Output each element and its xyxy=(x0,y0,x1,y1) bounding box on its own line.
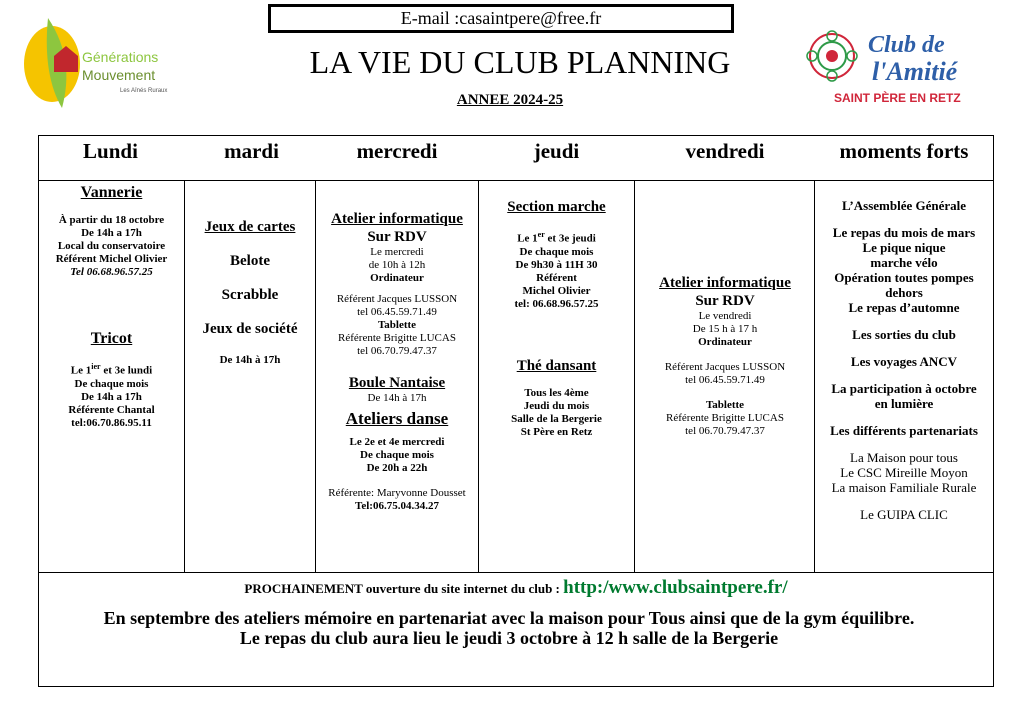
col-header-mardi: mardi xyxy=(224,139,279,163)
text-line: Scrabble xyxy=(221,287,279,303)
text-line: Opération toutes pompes xyxy=(834,270,974,285)
activity-title-the-dansant: Thé dansant xyxy=(516,357,597,374)
text-line: Michel Olivier xyxy=(522,284,591,297)
logo-club-line2: l'Amitié xyxy=(872,57,958,86)
logo-club-line1: Club de xyxy=(868,32,945,58)
text-line: Tablette xyxy=(377,319,417,331)
text-line: Référente Brigitte LUCAS xyxy=(338,332,456,344)
text-line: La maison Familiale Rurale xyxy=(831,480,977,495)
text-line: De chaque mois xyxy=(519,245,594,258)
footer-line: En septembre des ateliers mémoire en partenariat avec la maison pour Tous ainsi que de la gym équilibre. xyxy=(103,608,915,628)
text-line: Jeux de société xyxy=(202,321,298,337)
text-line: De 9h30 à 11H 30 xyxy=(515,258,598,271)
text-line: Le 1er et 3e jeudi xyxy=(517,230,596,245)
col-header-lundi: Lundi xyxy=(83,139,138,163)
text-line: Référent Jacques LUSSON xyxy=(336,293,458,305)
activity-title-atelier-info-vendredi: Atelier informatique xyxy=(659,275,791,291)
logo-club-line3: SAINT PÈRE EN RETZ xyxy=(834,91,961,105)
text-line: Le CSC Mireille Moyon xyxy=(840,465,968,480)
cell-vendredi xyxy=(635,274,815,438)
cell-mercredi xyxy=(316,210,478,513)
activity-title-boule: Boule Nantaise xyxy=(348,375,446,391)
text-line: Le $1^{ier}$ et 3e lundi xyxy=(70,362,153,377)
text-line: St Père en Retz xyxy=(520,425,593,438)
text-line: Référente: Maryvonne Dousset xyxy=(328,487,466,499)
col-header-mercredi: mercredi xyxy=(356,139,438,163)
club-website-link[interactable]: http:/www.clubsaintpere.fr/ xyxy=(563,577,788,598)
text-line: Belote xyxy=(230,253,270,269)
text-line: Le mercredi xyxy=(370,246,424,258)
text-line: Tel:06.75.04.34.27 xyxy=(355,500,439,512)
text-line: dehors xyxy=(885,285,923,300)
club-amitie-logo xyxy=(800,22,1000,112)
text-line: tel 06.45.59.71.49 xyxy=(685,374,765,386)
footer-soon-text: PROCHAINEMENT ouverture du site internet du club : xyxy=(244,581,564,596)
logo-text-line2: Mouvement xyxy=(82,67,156,83)
logo-text-line1: Générations xyxy=(82,49,159,65)
text-line: De chaque mois xyxy=(360,449,434,461)
footer-notes xyxy=(79,608,939,648)
text-line: Ordinateur xyxy=(370,272,424,284)
text-line: De 14h à 17h xyxy=(367,392,427,404)
text-line: Sur RDV xyxy=(367,229,427,245)
text-line: tel 06.70.79.47.37 xyxy=(357,345,437,357)
text-line: Le repas d’automne xyxy=(848,300,960,315)
text-line: L’Assemblée Générale xyxy=(841,198,967,213)
activity-title-vannerie: Vannerie xyxy=(80,184,143,201)
text-line: Référent Jacques LUSSON xyxy=(664,361,786,373)
text-line: La Maison pour tous xyxy=(850,450,958,465)
footer-divider xyxy=(39,572,993,573)
page-subtitle: ANNEE 2024-25 xyxy=(456,92,564,108)
header-divider xyxy=(39,180,993,181)
email-box: E-mail :casaintpere@free.fr xyxy=(268,4,734,33)
activity-title-atelier-info: Atelier informatique xyxy=(331,211,463,227)
text-line: Le 2e et 4e mercredi xyxy=(349,436,445,448)
text-line: De 14h à 17h xyxy=(219,354,281,366)
text-line: Référent xyxy=(536,271,577,284)
text-line: Jeudi du mois xyxy=(523,399,590,412)
text-line: Local du conservatoire xyxy=(57,240,166,252)
cell-moments-forts xyxy=(815,198,993,522)
cell-jeudi xyxy=(479,198,634,439)
text-line: Référent Michel Olivier xyxy=(55,253,168,265)
activity-title-marche: Section marche xyxy=(507,199,606,215)
cell-lundi xyxy=(39,183,184,430)
text-line: De 14h a 17h xyxy=(81,390,142,403)
text-line: À partir du 18 octobre xyxy=(58,214,165,226)
text-line: Tablette xyxy=(705,399,745,411)
page-title: LA VIE DU CLUB PLANNING xyxy=(309,44,731,80)
text-line: Tel 06.68.96.57.25 xyxy=(70,266,153,278)
cell-mardi xyxy=(185,218,315,367)
text-line: en lumière xyxy=(874,396,934,411)
text-line: tel: 06.68.96.57.25 xyxy=(514,297,599,310)
activity-title-danse: Ateliers danse xyxy=(345,409,449,428)
col-header-jeudi: jeudi xyxy=(533,139,580,163)
text-line: Salle de la Bergerie xyxy=(511,412,602,425)
text-line: Les sorties du club xyxy=(852,327,956,342)
text-line: De 14h a 17h xyxy=(81,227,142,239)
text-line: De 20h a 22h xyxy=(366,462,428,474)
text-line: Le vendredi xyxy=(698,310,752,322)
text-line: Le repas du mois de mars xyxy=(832,225,976,240)
logo-text-line3: Les Aînés Ruraux xyxy=(120,88,168,94)
text-line: Référente Chantal xyxy=(68,403,155,416)
text-line: de 10h à 12h xyxy=(368,259,426,271)
col-header-vendredi: vendredi xyxy=(685,139,765,163)
text-line: Les voyages ANCV xyxy=(850,354,958,369)
activity-title-tricot: Tricot xyxy=(90,330,133,347)
text-line: tel 06.45.59.71.49 xyxy=(357,306,437,318)
footer-line: Le repas du club aura lieu le jeudi 3 octobre à 12 h salle de la Bergerie xyxy=(239,628,779,648)
text-line: Sur RDV xyxy=(695,293,755,309)
col-header-moments: moments forts xyxy=(839,139,969,163)
text-line: Les différents partenariats xyxy=(830,423,978,438)
text-line: Ordinateur xyxy=(698,336,752,348)
planning-table xyxy=(38,135,994,687)
text-line: tel:06.70.86.95.11 xyxy=(71,416,152,429)
text-line: De chaque mois xyxy=(74,377,149,390)
activity-title-jeux: Jeux de cartes xyxy=(204,219,296,235)
text-line: La participation à octobre xyxy=(831,381,977,396)
generations-mouvement-logo xyxy=(20,8,200,112)
text-line: Tous les 4ème xyxy=(524,386,589,399)
footer-announcement xyxy=(39,577,993,599)
text-line: De 15 h à 17 h xyxy=(692,323,758,335)
text-line: marche vélo xyxy=(870,255,938,270)
text-line: Le pique nique xyxy=(862,240,946,255)
text-line: tel 06.70.79.47.37 xyxy=(685,425,765,437)
text-line: Référente Brigitte LUCAS xyxy=(666,412,784,424)
text-line: Le GUIPA CLIC xyxy=(860,507,948,522)
